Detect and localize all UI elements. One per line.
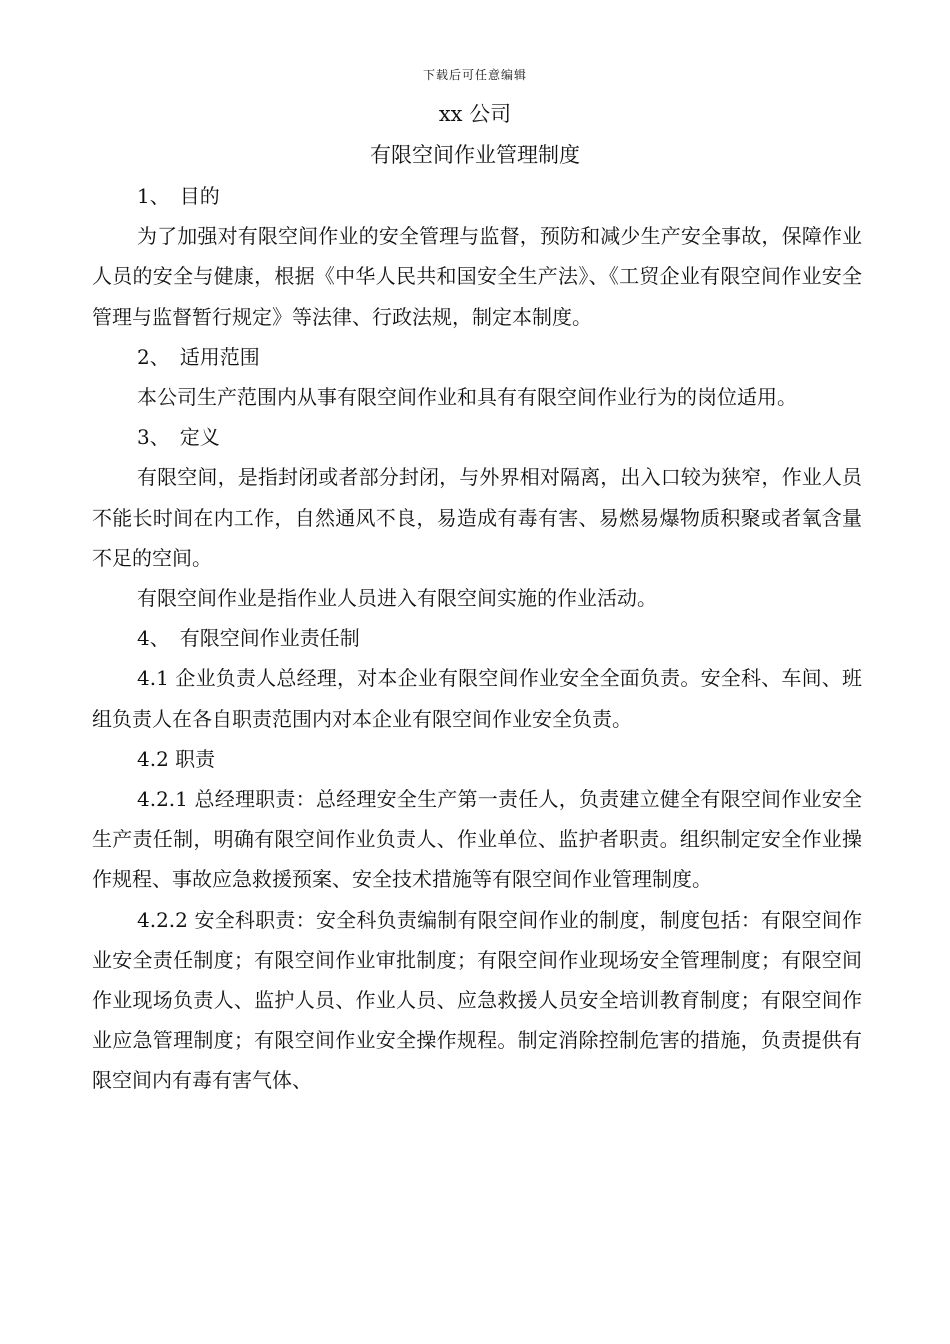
- document-title: 有限空间作业管理制度: [370, 143, 580, 167]
- document-body: [92, 176, 862, 1101]
- header-note: 下载后可任意编辑: [422, 68, 527, 82]
- paragraph-purpose: 为了加强对有限空间作业的安全管理与监督，预防和减少生产安全事故，保障作业人员的安全与健康，根据《中华人民共和国安全生产法》、《工贸企业有限空间作业安全管理与监督暂行规定》等法律、行政法规，制定本制度。: [92, 224, 862, 329]
- section-heading-definition: 3、 定义: [137, 425, 220, 450]
- paragraph-4-2: 4.2 职责: [137, 746, 216, 771]
- paragraph-definition-space: 有限空间，是指封闭或者部分封闭，与外界相对隔离，出入口较为狭窄，作业人员不能长时间在内工作，自然通风不良，易造成有毒有害、易燃易爆物质积聚或者氧含量不足的空间。: [92, 465, 862, 570]
- company-name: xx 公司: [438, 102, 512, 126]
- paragraph-4-1: 4.1 企业负责人总经理，对本企业有限空间作业安全全面负责。安全科、车间、班组负责人在各自职责范围内对本企业有限空间作业安全负责。: [92, 666, 862, 731]
- section-heading-responsibility: 4、 有限空间作业责任制: [137, 626, 360, 651]
- paragraph-4-2-2: 4.2.2 安全科职责：安全科负责编制有限空间作业的制度，制度包括：有限空间作业安全责任制度；有限空间作业审批制度；有限空间作业现场安全管理制度；有限空间作业现场负责人、监护人员、作业人员、应急救援人员安全培训教育制度；有限空间作业应急管理制度；有限空间作业安全操作规程。制定消除控制危害的措施，负责提供有限空间内有毒有害气体、: [92, 907, 862, 1093]
- paragraph-4-2-1: 4.2.1 总经理职责：总经理安全生产第一责任人，负责建立健全有限空间作业安全生产责任制，明确有限空间作业负责人、作业单位、监护者职责。组织制定安全作业操作规程、事故应急救援预案、安全技术措施等有限空间作业管理制度。: [92, 787, 862, 892]
- section-heading-scope: 2、 适用范围: [137, 344, 260, 369]
- paragraph-definition-work: 有限空间作业是指作业人员进入有限空间实施的作业活动。: [137, 586, 657, 611]
- section-heading-purpose: 1、 目的: [137, 184, 220, 208]
- paragraph-scope: 本公司生产范围内从事有限空间作业和具有有限空间作业行为的岗位适用。: [137, 385, 797, 410]
